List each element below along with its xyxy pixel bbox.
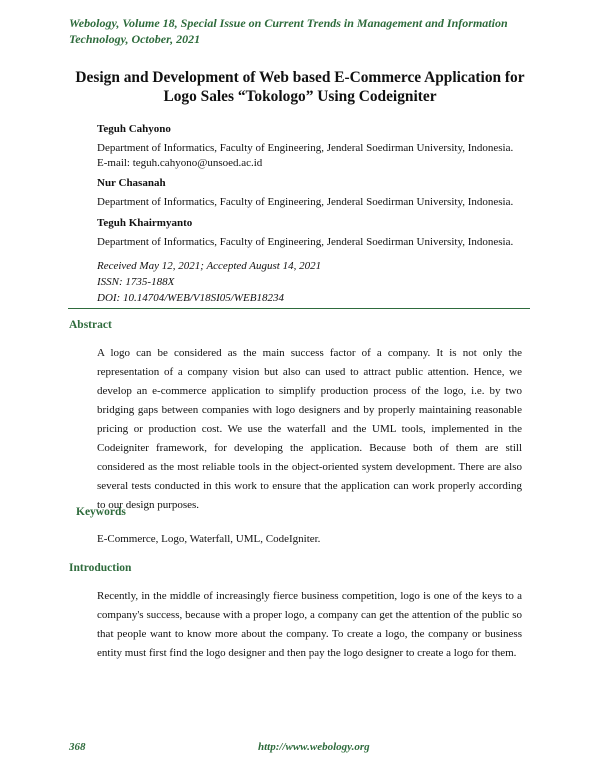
received-date: Received May 12, 2021; Accepted August 14, 2021 bbox=[97, 260, 322, 272]
author-name: Teguh Cahyono bbox=[97, 123, 171, 135]
article-meta bbox=[97, 258, 321, 306]
section-divider bbox=[68, 308, 530, 309]
page-number: 368 bbox=[69, 741, 86, 753]
issn: ISSN: 1735-188X bbox=[97, 276, 175, 288]
introduction-text: Recently, in the middle of increasingly fierce business competition, logo is one of the keys to a company's success, because with a proper logo, a company can get the attention of the public so that people want to know more about the company. To create a logo, the company or business entity must first find the logo designer and then pay the logo designer to create a logo for them. bbox=[97, 590, 522, 659]
paper-title: Design and Development of Web based E-Commerce Application for Logo Sales “Tokologo” Using Codeigniter bbox=[75, 69, 525, 105]
author-affiliation: Department of Informatics, Faculty of Engineering, Jenderal Soedirman University, Indonesia. bbox=[97, 142, 514, 154]
journal-header: Webology, Volume 18, Special Issue on Current Trends in Management and Information Technology, October, 2021 bbox=[69, 16, 508, 46]
abstract-heading: Abstract bbox=[69, 319, 112, 331]
author-name: Teguh Khairmyanto bbox=[97, 217, 193, 229]
author-affiliation: Department of Informatics, Faculty of Engineering, Jenderal Soedirman University, Indonesia. bbox=[97, 196, 514, 208]
author-block-1 bbox=[97, 122, 577, 171]
keywords-heading: Keywords bbox=[76, 506, 126, 518]
abstract-text: A logo can be considered as the main success factor of a company. It is not only the representation of a company vision but also can used to attract public attention. Hence, we develop an e-commerce application to simplify production process of the logo, i.e. by two bridging gaps between companies with logo designers and by properly maintaining reasonable pricing or production cost. We use the waterfall and the UML tools, implemented in the Codeigniter framework, for developing the application. Because both of them are still considered as the most reliable tools in the object-oriented system development. There are also several tests conducted in this work to ensure that the application can work properly according to our design purposes. bbox=[97, 347, 522, 511]
introduction-heading: Introduction bbox=[69, 562, 132, 574]
author-affiliation: Department of Informatics, Faculty of Engineering, Jenderal Soedirman University, Indonesia. bbox=[97, 236, 514, 248]
keywords-text: E-Commerce, Logo, Waterfall, UML, CodeIgniter. bbox=[97, 533, 321, 545]
doi: DOI: 10.14704/WEB/V18SI05/WEB18234 bbox=[97, 292, 284, 304]
journal-url-link[interactable]: http://www.webology.org bbox=[258, 741, 370, 753]
author-name: Nur Chasanah bbox=[97, 177, 166, 189]
author-block-3 bbox=[97, 216, 577, 250]
author-email: E-mail: teguh.cahyono@unsoed.ac.id bbox=[97, 157, 263, 169]
author-block-2 bbox=[97, 176, 577, 210]
